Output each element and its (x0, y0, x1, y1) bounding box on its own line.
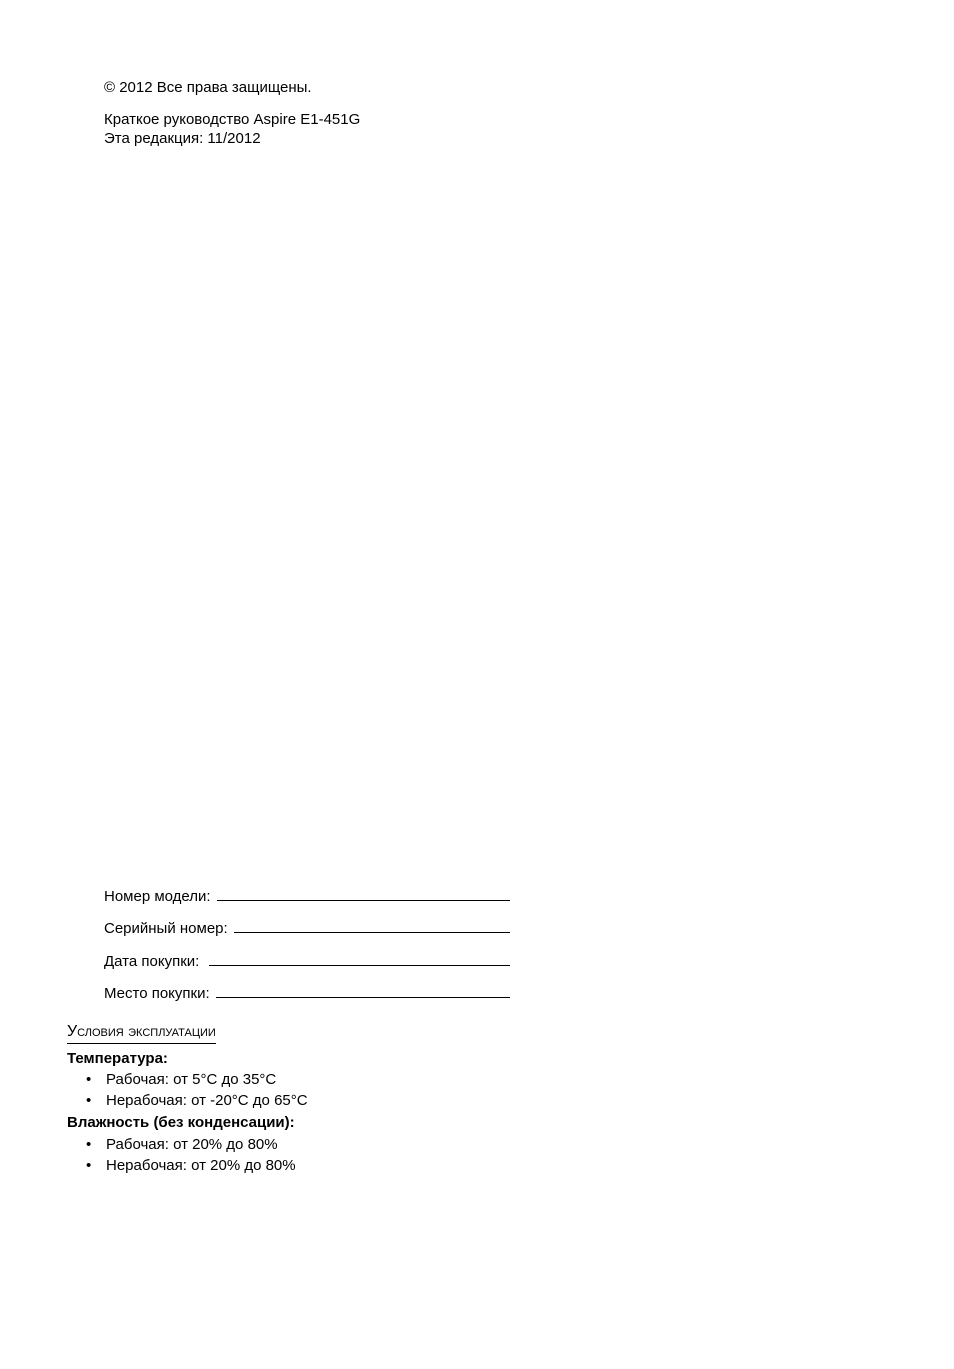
temperature-operating: Рабочая: от 5°C до 35°C (106, 1071, 277, 1088)
operating-conditions-heading (67, 1022, 216, 1044)
purchase-date-field[interactable] (104, 951, 510, 971)
serial-number-label: Серийный номер: (104, 920, 228, 937)
purchase-place-blank[interactable] (216, 996, 510, 998)
list-item (86, 1157, 296, 1175)
purchase-place-label: Место покупки: (104, 985, 210, 1002)
edition-date: Эта редакция: 11/2012 (104, 130, 261, 147)
purchase-date-blank[interactable] (209, 964, 510, 966)
operating-conditions-title: Условия эксплуатации (67, 1023, 216, 1040)
copyright-notice: © 2012 Все права защищены. (104, 79, 312, 96)
serial-number-field[interactable] (104, 918, 510, 938)
bullet-icon: • (86, 1157, 92, 1174)
guide-title: Краткое руководство Aspire E1-451G (104, 111, 361, 128)
bullet-icon: • (86, 1071, 92, 1088)
bullet-icon: • (86, 1136, 92, 1153)
list-item (86, 1071, 276, 1089)
purchase-date-label: Дата покупки: (104, 953, 200, 970)
humidity-operating: Рабочая: от 20% до 80% (106, 1136, 278, 1153)
bullet-icon: • (86, 1092, 92, 1109)
temperature-non-operating: Нерабочая: от -20°C до 65°C (106, 1092, 308, 1109)
list-item (86, 1092, 308, 1110)
temperature-heading: Температура: (67, 1050, 168, 1067)
purchase-place-field[interactable] (104, 983, 510, 1003)
serial-number-blank[interactable] (234, 931, 510, 933)
humidity-heading: Влажность (без конденсации): (67, 1114, 295, 1131)
model-number-field[interactable] (104, 886, 510, 906)
model-number-blank[interactable] (217, 899, 510, 901)
model-number-label: Номер модели: (104, 888, 211, 905)
humidity-non-operating: Нерабочая: от 20% до 80% (106, 1157, 296, 1174)
list-item (86, 1136, 278, 1154)
